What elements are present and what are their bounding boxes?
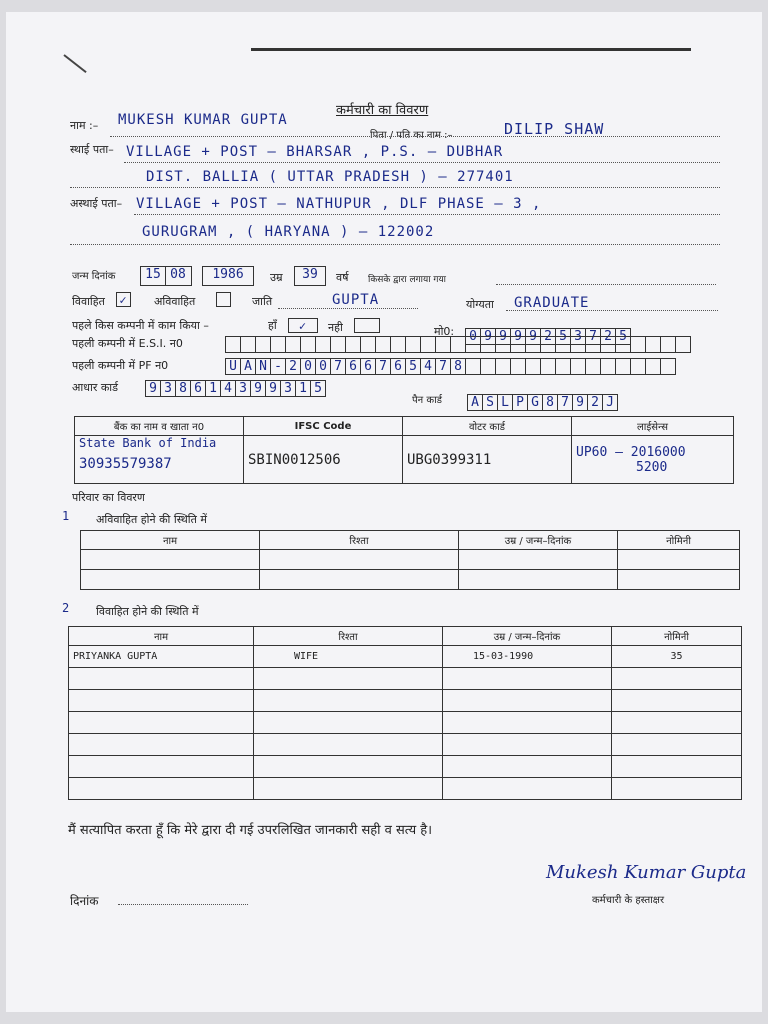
dob-day: 15 [141,267,166,285]
pan-label: पैन कार्ड [412,395,443,406]
age-unit: वर्ष [336,271,349,284]
col-relation: रिश्ता [254,627,443,646]
unmarried-section-number: 1 [62,509,71,523]
license-line1: UP60 – 2016000 [576,444,686,460]
date-label: दिनांक [70,894,99,908]
aadhar-cells: 9 3 8 6 1 4 3 9 9 3 1 5 [146,380,326,397]
qualification-value: GRADUATE [514,295,590,311]
temp-address-label: अस्थाई पता– [70,197,123,210]
form-page [6,12,762,1012]
family-heading: परिवार का विवरण [72,491,145,504]
age-value: 39 [294,266,326,286]
col-name: नाम [69,627,254,646]
no-checkbox[interactable] [354,318,380,333]
license-header: लाईसेन्स [572,417,734,436]
form-title: कर्मचारी का विवरण [336,103,429,118]
col-name: नाम [81,531,260,550]
bank-name: State Bank of India [79,436,217,450]
married-heading: विवाहित होने की स्थिति में [96,605,199,618]
unmarried-label: अविवाहित [154,295,196,308]
esi-label: पहली कम्पनी में E.S.I. न0 [72,337,183,350]
mobile-label: मो0: [434,325,455,338]
yes-checkbox[interactable]: ✓ [288,318,318,333]
signature-label: कर्मचारी के हस्ताक्षर [592,895,665,906]
bank-cell [75,436,244,484]
qualification-label: योग्यता [466,298,494,311]
employee-signature: Mukesh Kumar Gupta [546,862,747,883]
no-label: नही [328,321,343,334]
name-value: MUKESH KUMAR GUPTA [118,112,288,128]
dob-year: 1986 [202,266,254,286]
temp-address-line2: GURUGRAM , ( HARYANA ) – 122002 [142,224,435,240]
married-section-number: 2 [62,601,71,615]
unmarried-family-table [80,530,740,590]
pan-cells: A S L P G 8 7 9 2 J [468,394,618,411]
name-label: नाम :– [70,119,99,132]
license-line2: 5200 [636,459,668,475]
dob-month: 08 [170,267,186,282]
voter-header: वोटर कार्ड [403,417,572,436]
mobile-cells: 0 9 9 9 9 2 5 3 7 2 5 [466,328,631,345]
married-family-table [68,626,742,800]
corner-mark [63,54,86,73]
unmarried-heading: अविवाहित होने की स्थिति में [96,513,208,526]
ifsc-header: IFSC Code [244,417,403,436]
perm-address-line1: VILLAGE + POST – BHARSAR , P.S. – DUBHAR [126,144,504,160]
license-cell [572,436,734,484]
member-age: 35 [612,646,742,668]
pf-label: पहली कम्पनी में PF न0 [72,359,169,372]
married-label: विवाहित [72,295,105,308]
dob-label: जन्म दिनांक [72,271,116,282]
member-name: PRIYANKA GUPTA [69,646,254,668]
col-age-dob: उम्र / जन्म–दिनांक [443,627,612,646]
col-nominee: नोमिनी [612,627,742,646]
perm-address-line2: DIST. BALLIA ( UTTAR PRADESH ) – 277401 [146,169,514,185]
declaration-text: मैं सत्यापित करता हूँ कि मेरे द्वारा दी गई उपरलिखित जानकारी सही व सत्य है। [68,823,433,838]
top-rule [251,48,691,51]
referred-label: किसके द्वारा लगाया गया [368,275,447,285]
prev-company-label: पहले किस कम्पनी में काम किया – [72,319,209,332]
aadhar-label: आधार कार्ड [72,381,119,394]
temp-address-line1: VILLAGE + POST – NATHUPUR , DLF PHASE – 3 , [136,196,542,212]
voter-value: UBG0399311 [403,436,572,484]
ifsc-value: SBIN0012506 [244,436,403,484]
member-relation: WIFE [254,646,443,668]
father-value: DILIP SHAW [504,120,605,138]
col-age-dob: उम्र / जन्म–दिनांक [459,531,618,550]
member-dob: 15-03-1990 [443,646,612,668]
unmarried-checkbox[interactable] [216,292,231,307]
father-label: पिता / पति का नाम :– [370,130,453,141]
esi-cells [226,336,691,353]
yes-label: हाँ [268,319,277,332]
bank-header: बैंक का नाम व खाता न0 [75,417,244,436]
married-checkbox[interactable]: ✓ [116,292,131,307]
bank-table [74,416,734,484]
perm-address-label: स्थाई पता– [70,143,114,156]
col-nominee: नोमिनी [618,531,740,550]
account-number: 30935579387 [79,456,172,472]
col-relation: रिश्ता [260,531,459,550]
caste-label: जाति [252,295,273,308]
uan-cells: U A N - 2 0 0 7 6 6 7 6 5 4 7 8 [226,358,676,375]
age-label: उम्र [270,271,283,284]
caste-value: GUPTA [332,292,380,308]
dob-day-box [140,266,192,286]
